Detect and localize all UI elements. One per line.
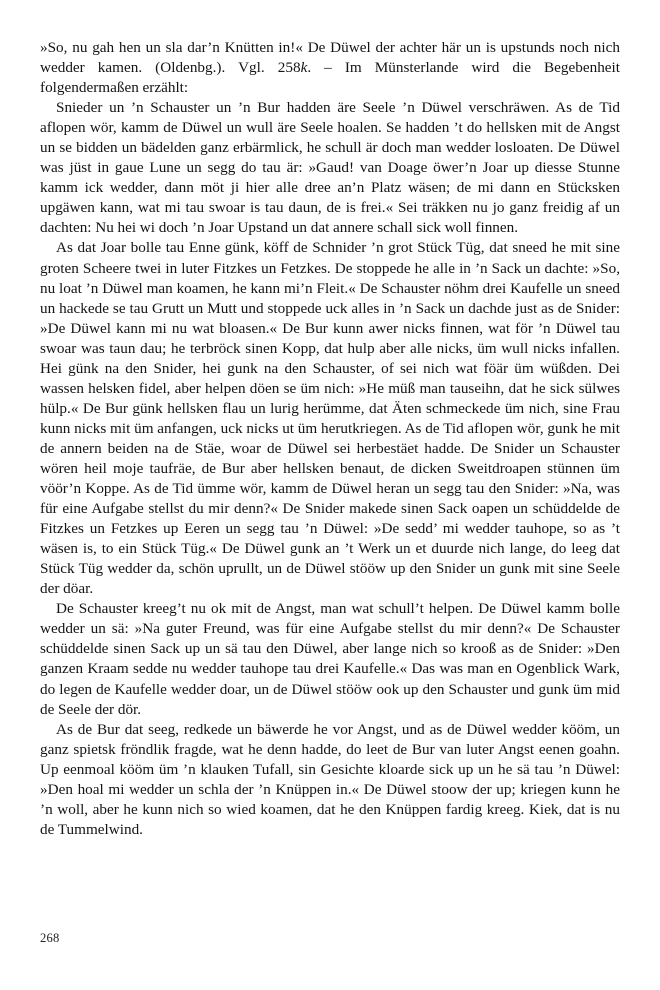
page-number: 268 (40, 931, 60, 945)
paragraph (40, 38, 620, 98)
paragraph-text: »So, nu gah hen un sla dar’n Knütten in!« De Düwel der achter här un is upstunds noch nich wedder kamen. (Oldenbg.). Vgl. 258 (40, 39, 620, 77)
paragraph-text: . – Im Münsterlande wird die Begebenheit folgendermaßen erzählt: (40, 59, 621, 97)
paragraph: As de Bur dat seeg, redkede un bäwerde he vor Angst, und as de Düwel wedder kööm, un ganz spietsk fröndlik fragde, wat he denn hadde, do leet de Bur van luter Angst eenen goahn. Up eenmoal kööm üm ’n klauken Tufall, sin Gesichte kloarde sick up un he sä tau ’n Düwel: »Den hoal mi wedder un schla der ’n Knüppen in.« De Düwel stoow der up; kriegen kunn he ’n woll, aber he kunn nich so wied koamen, dat he den Knüppen fardig kreeg. Kiek, dat is nu de Tummelwind. (40, 720, 620, 838)
body-text-column (40, 38, 620, 840)
paragraph: De Schauster kreeg’t nu ok mit de Angst, man wat schull’t helpen. De Düwel kamm bolle wedder un sä: »Na guter Freund, was für eine Aufgabe stellst du mir denn?« De Schauster schüddelde sinen Sack up un sä tau den Düwel, aber lange nich so krooß as de Snider: »Den ganzen Kraam sedde nu wedder tauhope tau drei Kaufelle.« Das was man en Ogenblick Wark, do legen de Kaufelle wedder doar, un de Düwel stööw ook up den Schauster und gunk üm mid de Seele der dör. (40, 600, 620, 718)
paragraph: As dat Joar bolle tau Enne günk, köff de Schnider ’n grot Stück Tüg, dat sneed he mit sine groten Scheere twei in luter Fitzkes un Fetzkes. De stoppede he alle in ’n Sack un dachte: »So, nu loat ’n Düwel man koamen, he kann mi’n Fleit.« De Schauster nöhm drei Kaufelle un sneed un hackede se tau Grutt un Mutt und stoppede uck alles in ’n Sack un dachde just as de Snider: »De Düwel kann mi nu wat bloasen.« De Bur kunn awer nicks finnen, wat för ’n Düwel tau swoar was taun dau; he terbröck sinen Kopp, dat hulp aber alle nicks, üm wull nicks infallen. Hei günk na den Snider, hei gunk na den Schauster, of sei nich wat föär üm wüßden. Dei wassen helsken fidel, aber helpen döen se üm nich: »He müß man tauseihn, dat he sick sülwes hülp.« De Bur günk hellsken flau un lurig herümme, dat Äten schmeckede üm nich, sine Frau kunn nicks mit üm anfangen, uck nicks ut üm herutkriegen. As de Tid aflopen wör, gunk he mit de annern beiden na de Stäe, woar de Düwel sei herbestäet hadde. De Snider un Schauster wören heil moje taufräe, de Bur aber hellsken benaut, de dicken Sweitdroapen stünnen üm vöör’n Koppe. As de Tid ümme wör, kamm de Düwel heran un segg tau den Snider: »Na, was für eine Aufgabe stellst du mir denn?« De Snider makede sinen Sack oapen un schüddelde de Fitzkes un Fetzkes up Eeren un segg tau ’n Düwel: »De sedd’ mi wedder tauhope, so as ’t wäsen is, to ein Stück Tüg.« De Düwel gunk an ’t Werk un et duurde nich lange, do leeg dat Stück Tüg wedder da, schön uprullt, un de Düwel stööw up den Snider un gunk mit sine Seele der döar. (40, 239, 620, 598)
paragraph: Snieder un ’n Schauster un ’n Bur hadden äre Seele ’n Düwel verschräwen. As de Tid aflopen wör, kamm de Düwel un wull äre Seele hoalen. Se hadden ’t do hellsken mit de Angst un se bidden un bädelden ganz erbärmlick, he schull är doch man wedder losloaten. De Düwel was jüst in gaue Lune un segg do tau är: »Gaud! van Doage öwer’n Joar up diesse Stunne kamm ick wedder, dann möt ji hier alle dree an’n Platz wäsen; de mi dann en Stücksken upgäwen kann, wat mi tau swoar is tau daun, de is frei.« Sei träkken nu jo ganz freidig af un dachten: Nu hei wi doch ’n Joar Upstand un dat annere schall sick woll finnen. (40, 99, 620, 237)
paragraph-text-italic: k (300, 59, 308, 77)
